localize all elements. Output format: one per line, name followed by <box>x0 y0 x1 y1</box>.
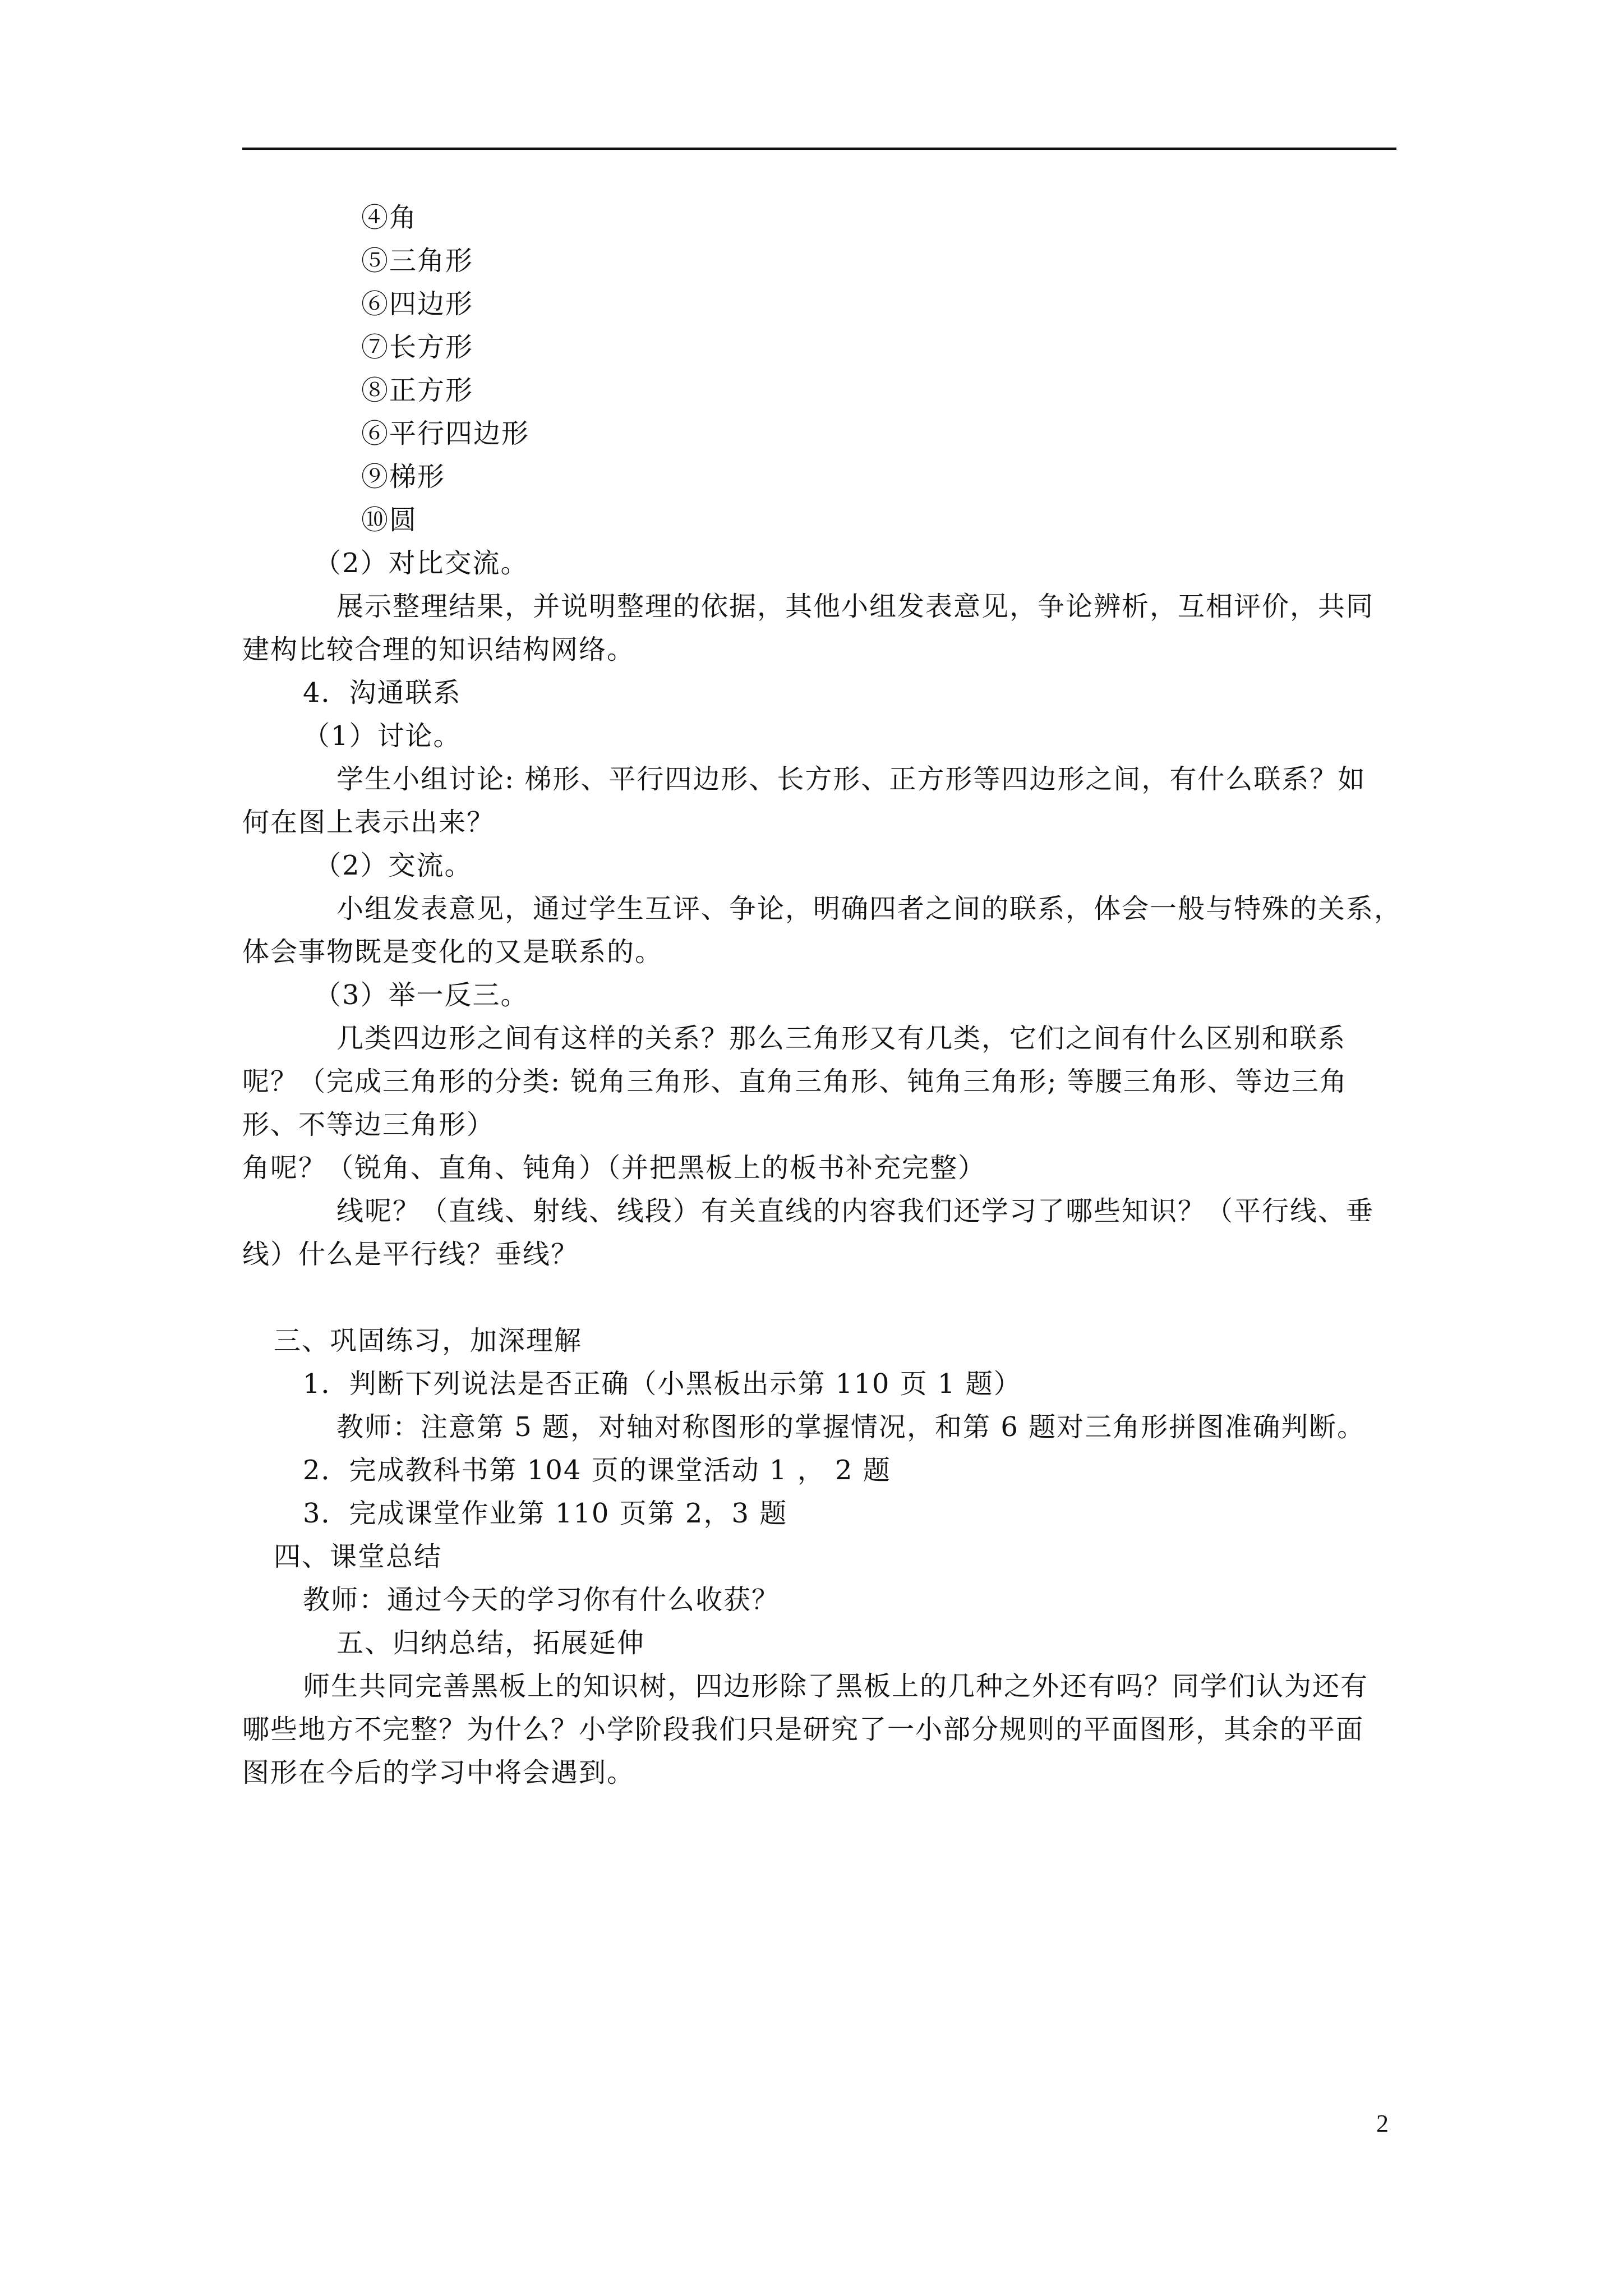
page-number: 2 <box>1376 2110 1389 2137</box>
paragraph-line: 小组发表意见，通过学生互评、争论，明确四者之间的联系，体会一般与特殊的关系， <box>336 893 1403 924</box>
sub-heading: （2）交流。 <box>314 850 473 881</box>
list-item: ⑦长方形 <box>361 332 474 363</box>
sub-heading: （2）对比交流。 <box>314 547 529 579</box>
list-item: ⑤三角形 <box>361 245 474 277</box>
list-item: 3．完成课堂作业第 110 页第 2，3 题 <box>303 1498 788 1529</box>
paragraph-line: 图形在今后的学习中将会遇到。 <box>242 1757 635 1788</box>
paragraph-line: 呢？（完成三角形的分类: 锐角三角形、直角三角形、钝角三角形; 等腰三角形、等边三角 <box>242 1066 1348 1097</box>
paragraph-line: 哪些地方不完整？为什么？小学阶段我们只是研究了一小部分规则的平面图形，其余的平面 <box>242 1714 1364 1745</box>
sub-heading: （3）举一反三。 <box>314 979 529 1011</box>
section-heading: 五、归纳总结，拓展延伸 <box>336 1627 645 1659</box>
paragraph-line: 线呢？（直线、射线、线段）有关直线的内容我们还学习了哪些知识？（平行线、垂 <box>336 1195 1375 1227</box>
paragraph-line: 几类四边形之间有这样的关系？那么三角形又有几类，它们之间有什么区别和联系 <box>336 1023 1347 1054</box>
header-rule <box>242 148 1396 150</box>
paragraph-line: 展示整理结果，并说明整理的依据，其他小组发表意见，争论辨析，互相评价，共同 <box>336 591 1375 622</box>
paragraph-line: 体会事物既是变化的又是联系的。 <box>242 936 663 968</box>
list-item: ⑥四边形 <box>361 288 474 320</box>
paragraph-line: 建构比较合理的知识结构网络。 <box>242 634 635 665</box>
list-item: 1．判断下列说法是否正确（小黑板出示第 110 页 1 题） <box>303 1368 1022 1400</box>
paragraph-line: 教师：通过今天的学习你有什么收获？ <box>303 1584 780 1616</box>
list-item: ⑥平行四边形 <box>361 418 530 449</box>
paragraph-line: 学生小组讨论: 梯形、平行四边形、长方形、正方形等四边形之间，有什么联系？如 <box>336 763 1366 795</box>
list-item: ⑩圆 <box>361 504 418 536</box>
list-item: ⑧正方形 <box>361 375 474 406</box>
list-item: ④角 <box>361 202 418 233</box>
sub-heading: （1）讨论。 <box>303 720 462 752</box>
paragraph-line: 角呢？（锐角、直角、钝角）（并把黑板上的板书补充完整） <box>242 1152 986 1184</box>
paragraph-line: 形、不等边三角形） <box>242 1109 495 1140</box>
section-heading: 三、巩固练习，加深理解 <box>274 1325 583 1356</box>
paragraph-line: 线）什么是平行线？垂线？ <box>242 1239 579 1270</box>
paragraph-line: 何在图上表示出来？ <box>242 807 495 838</box>
list-item: ⑨梯形 <box>361 461 446 493</box>
paragraph-line: 教师：注意第 5 题，对轴对称图形的掌握情况，和第 6 题对三角形拼图准确判断。 <box>336 1411 1366 1443</box>
section-heading: 四、课堂总结 <box>274 1541 442 1572</box>
section-heading: 4．沟通联系 <box>303 677 462 708</box>
list-item: 2．完成教科书第 104 页的课堂活动 1 ， 2 题 <box>303 1455 891 1486</box>
paragraph-line: 师生共同完善黑板上的知识树，四边形除了黑板上的几种之外还有吗？同学们认为还有 <box>303 1671 1369 1702</box>
